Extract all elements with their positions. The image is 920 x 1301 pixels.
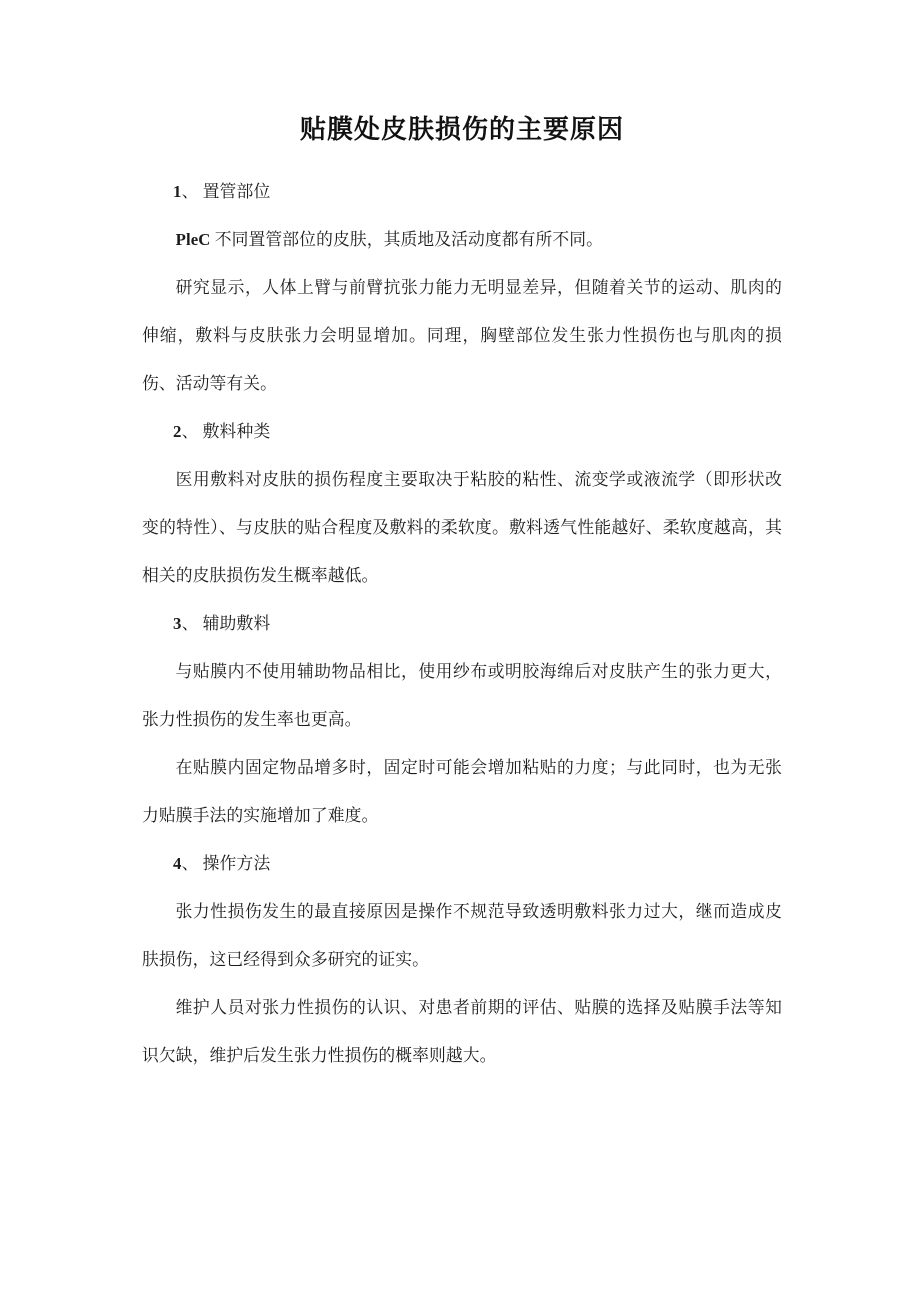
paragraph-text: 在贴膜内固定物品增多时，固定时可能会增加粘贴的力度；与此同时，也为无张力贴膜手法的实施增加了难度。 — [142, 758, 782, 825]
paragraph — [142, 264, 782, 408]
paragraph-text: 维护人员对张力性损伤的认识、对患者前期的评估、贴膜的选择及贴膜手法等知识欠缺，维护后发生张力性损伤的概率则越大。 — [142, 998, 782, 1065]
section-heading-3-number: 3 — [173, 614, 182, 633]
paragraph — [142, 456, 782, 600]
section-heading-1-number: 1 — [173, 182, 182, 201]
section-heading-3-separator: 、 — [181, 614, 199, 633]
paragraph — [142, 216, 782, 264]
paragraph-lead-text: PleC — [175, 230, 211, 249]
section-heading-3 — [142, 600, 782, 648]
paragraph — [142, 888, 782, 984]
paragraph-text: 张力性损伤发生的最直接原因是操作不规范导致透明敷料张力过大，继而造成皮肤损伤，这已经得到众多研究的证实。 — [142, 902, 782, 969]
section-heading-4-separator: 、 — [181, 854, 199, 873]
section-heading-4-number: 4 — [173, 854, 182, 873]
section-heading-4-label: 操作方法 — [202, 854, 271, 873]
paragraph-text: 研究显示，人体上臂与前臂抗张力能力无明显差异，但随着关节的运动、肌肉的伸缩，敷料与皮肤张力会明显增加。同理，胸壁部位发生张力性损伤也与肌肉的损伤、活动等有关。 — [142, 278, 782, 393]
paragraph — [142, 744, 782, 840]
paragraph-text: 医用敷料对皮肤的损伤程度主要取决于粘胶的粘性、流变学或液流学（即形状改变的特性）、与皮肤的贴合程度及敷料的柔软度。敷料透气性能越好、柔软度越高，其相关的皮肤损伤发生概率越低。 — [142, 470, 782, 585]
section-heading-2 — [142, 408, 782, 456]
section-heading-1 — [142, 168, 782, 216]
document-body — [142, 168, 782, 1080]
section-heading-4 — [142, 840, 782, 888]
section-heading-2-label: 敷料种类 — [202, 422, 271, 441]
paragraph-text: 不同置管部位的皮肤，其质地及活动度都有所不同。 — [210, 230, 604, 249]
paragraph — [142, 648, 782, 744]
section-heading-2-separator: 、 — [181, 422, 199, 441]
document-title: 贴膜处皮肤损伤的主要原因 — [299, 115, 624, 144]
section-heading-2-number: 2 — [173, 422, 182, 441]
section-heading-1-label: 置管部位 — [202, 182, 271, 201]
paragraph-text: 与贴膜内不使用辅助物品相比，使用纱布或明胶海绵后对皮肤产生的张力更大，张力性损伤的发生率也更高。 — [142, 662, 782, 729]
section-heading-1-separator: 、 — [181, 182, 199, 201]
section-heading-3-label: 辅助敷料 — [202, 614, 271, 633]
paragraph — [142, 984, 782, 1080]
